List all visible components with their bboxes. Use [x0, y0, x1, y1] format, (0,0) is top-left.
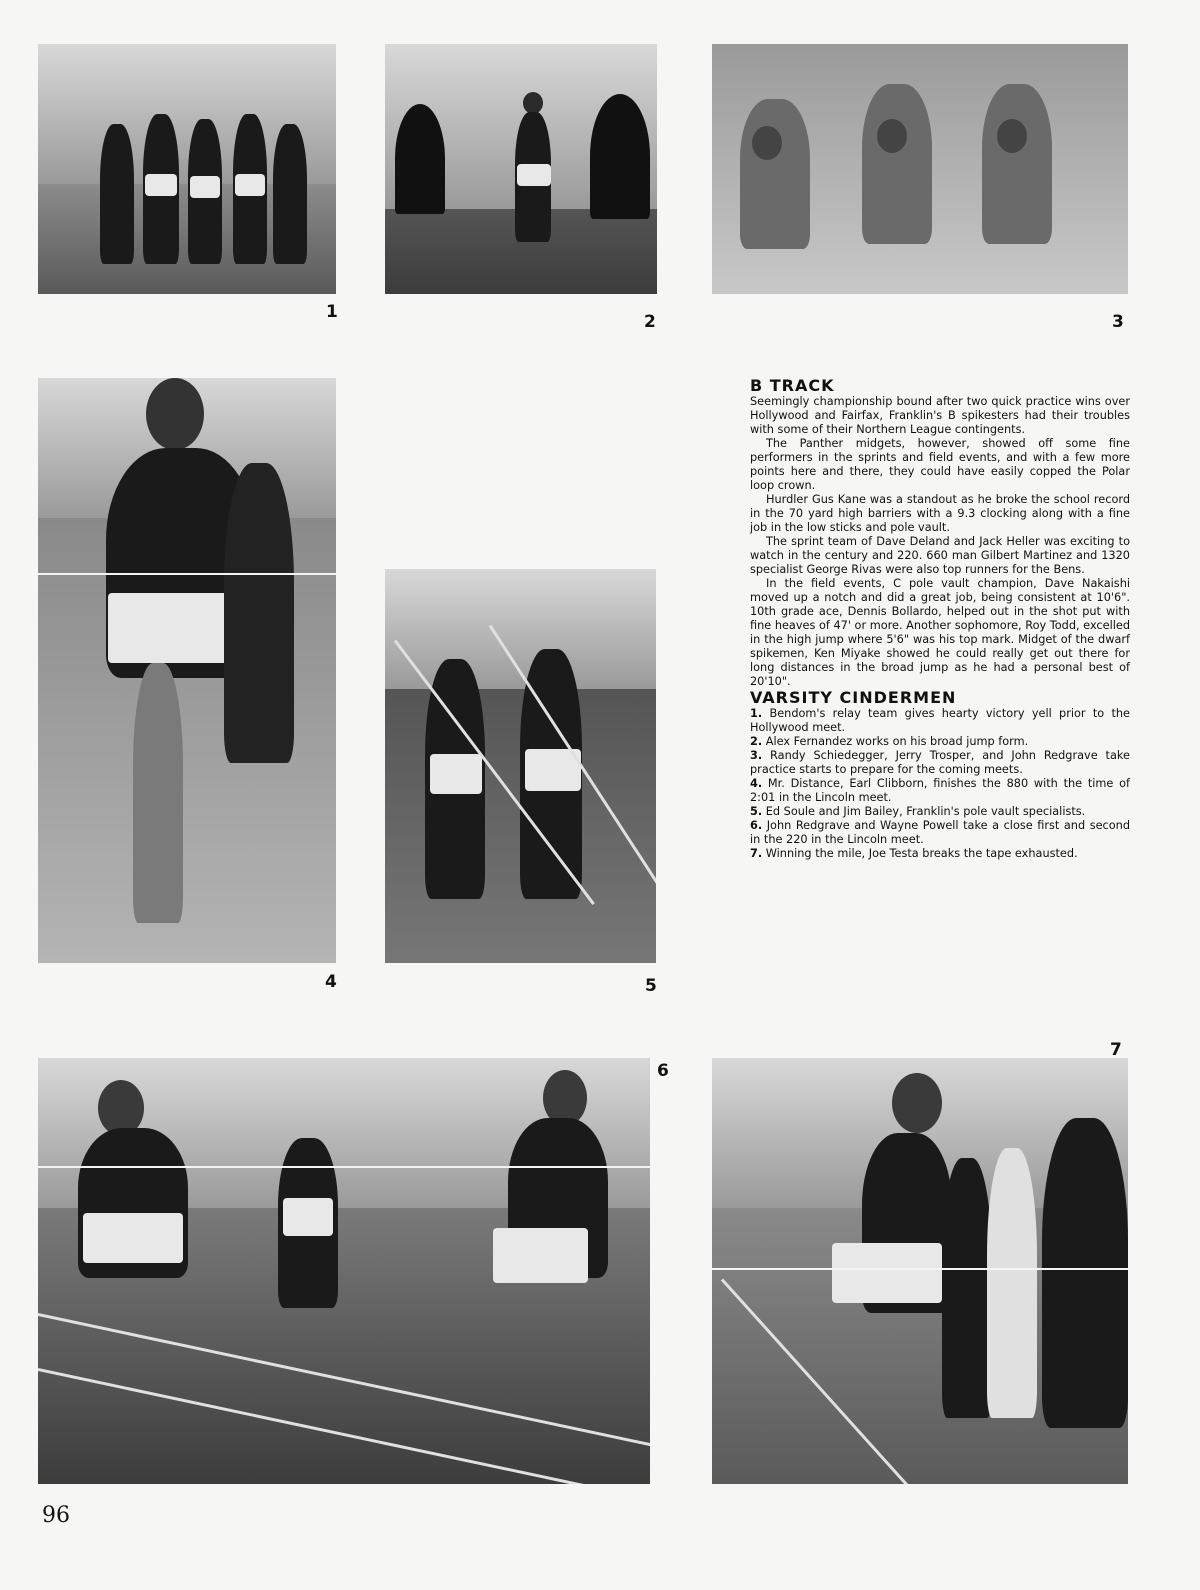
caption-item [750, 805, 1130, 819]
caption-item [750, 735, 1130, 749]
photo-label-4: 4 [325, 972, 337, 992]
caption-item [750, 749, 1130, 777]
article-text [750, 377, 1130, 861]
caption-text: John Redgrave and Wayne Powell take a close first and second in the 220 in the Lincoln meet. [750, 819, 1130, 846]
b-track-paragraph: The sprint team of Dave Deland and Jack Heller was exciting to watch in the century and 220. 660 man Gilbert Martinez and 1320 specialist George Rivas were also top runners for the Bens. [750, 535, 1130, 576]
caption-number: 3. [750, 749, 763, 762]
photo-label-3: 3 [1112, 312, 1124, 332]
photo-label-2: 2 [644, 312, 656, 332]
b-track-paragraph: Seemingly championship bound after two quick practice wins over Hollywood and Fairfax, Franklin's B spikesters had their troubles with some of their Northern League contingents. [750, 395, 1130, 436]
caption-text: Alex Fernandez works on his broad jump form. [765, 735, 1029, 748]
photo-label-7: 7 [1110, 1040, 1122, 1060]
photo-mile-finish [712, 1058, 1128, 1484]
photo-220-finish [38, 1058, 650, 1484]
caption-number: 5. [750, 805, 763, 818]
b-track-paragraph: The Panther midgets, however, showed off some fine performers in the sprints and field events, and with a few more points here and there, they could have easily copped the Polar loop crown. [750, 437, 1130, 492]
caption-number: 4. [750, 777, 763, 790]
photo-label-1: 1 [326, 302, 338, 322]
caption-number: 6. [750, 819, 763, 832]
caption-text: Randy Schiedegger, Jerry Trosper, and John Redgrave take practice starts to prepare for the coming meets. [750, 749, 1130, 776]
photo-broad-jump [385, 44, 657, 294]
photo-880-finish [38, 378, 336, 963]
caption-item [750, 707, 1130, 735]
b-track-paragraph: In the field events, C pole vault champion, Dave Nakaishi moved up a notch and did a great job, being consistent at 10'6". 10th grade ace, Dennis Bollardo, helped out in the shot put with fine heaves of 47' or more. Another sophomore, Roy Todd, excelled in the high jump where 5'6" was his top mark. Midget of the dwarf spikemen, Ken Miyake showed he could really get out there for long distances in the broad jump as he had a personal best of 20'10". [750, 577, 1130, 688]
caption-item [750, 847, 1130, 861]
b-track-paragraph: Hurdler Gus Kane was a standout as he broke the school record in the 70 yard high barriers with a 9.3 clocking along with a fine job in the low sticks and pole vault. [750, 493, 1130, 534]
photo-pole-vaulters [385, 569, 656, 963]
caption-item [750, 819, 1130, 847]
caption-item [750, 777, 1130, 805]
photo-label-5: 5 [645, 976, 657, 996]
caption-text: Mr. Distance, Earl Clibborn, finishes the 880 with the time of 2:01 in the Lincoln meet. [750, 777, 1130, 804]
caption-text: Bendom's relay team gives hearty victory yell prior to the Hollywood meet. [750, 707, 1131, 734]
photo-relay-team [38, 44, 336, 294]
caption-text: Ed Soule and Jim Bailey, Franklin's pole vault specialists. [765, 805, 1086, 818]
page-number: 96 [42, 1503, 70, 1528]
photo-practice-starts [712, 44, 1128, 294]
b-track-heading: B TRACK [750, 376, 835, 395]
caption-text: Winning the mile, Joe Testa breaks the tape exhausted. [765, 847, 1078, 860]
caption-number: 7. [750, 847, 763, 860]
caption-number: 1. [750, 707, 763, 720]
photo-label-6: 6 [657, 1061, 669, 1081]
varsity-heading: VARSITY CINDERMEN [750, 688, 957, 707]
caption-number: 2. [750, 735, 763, 748]
